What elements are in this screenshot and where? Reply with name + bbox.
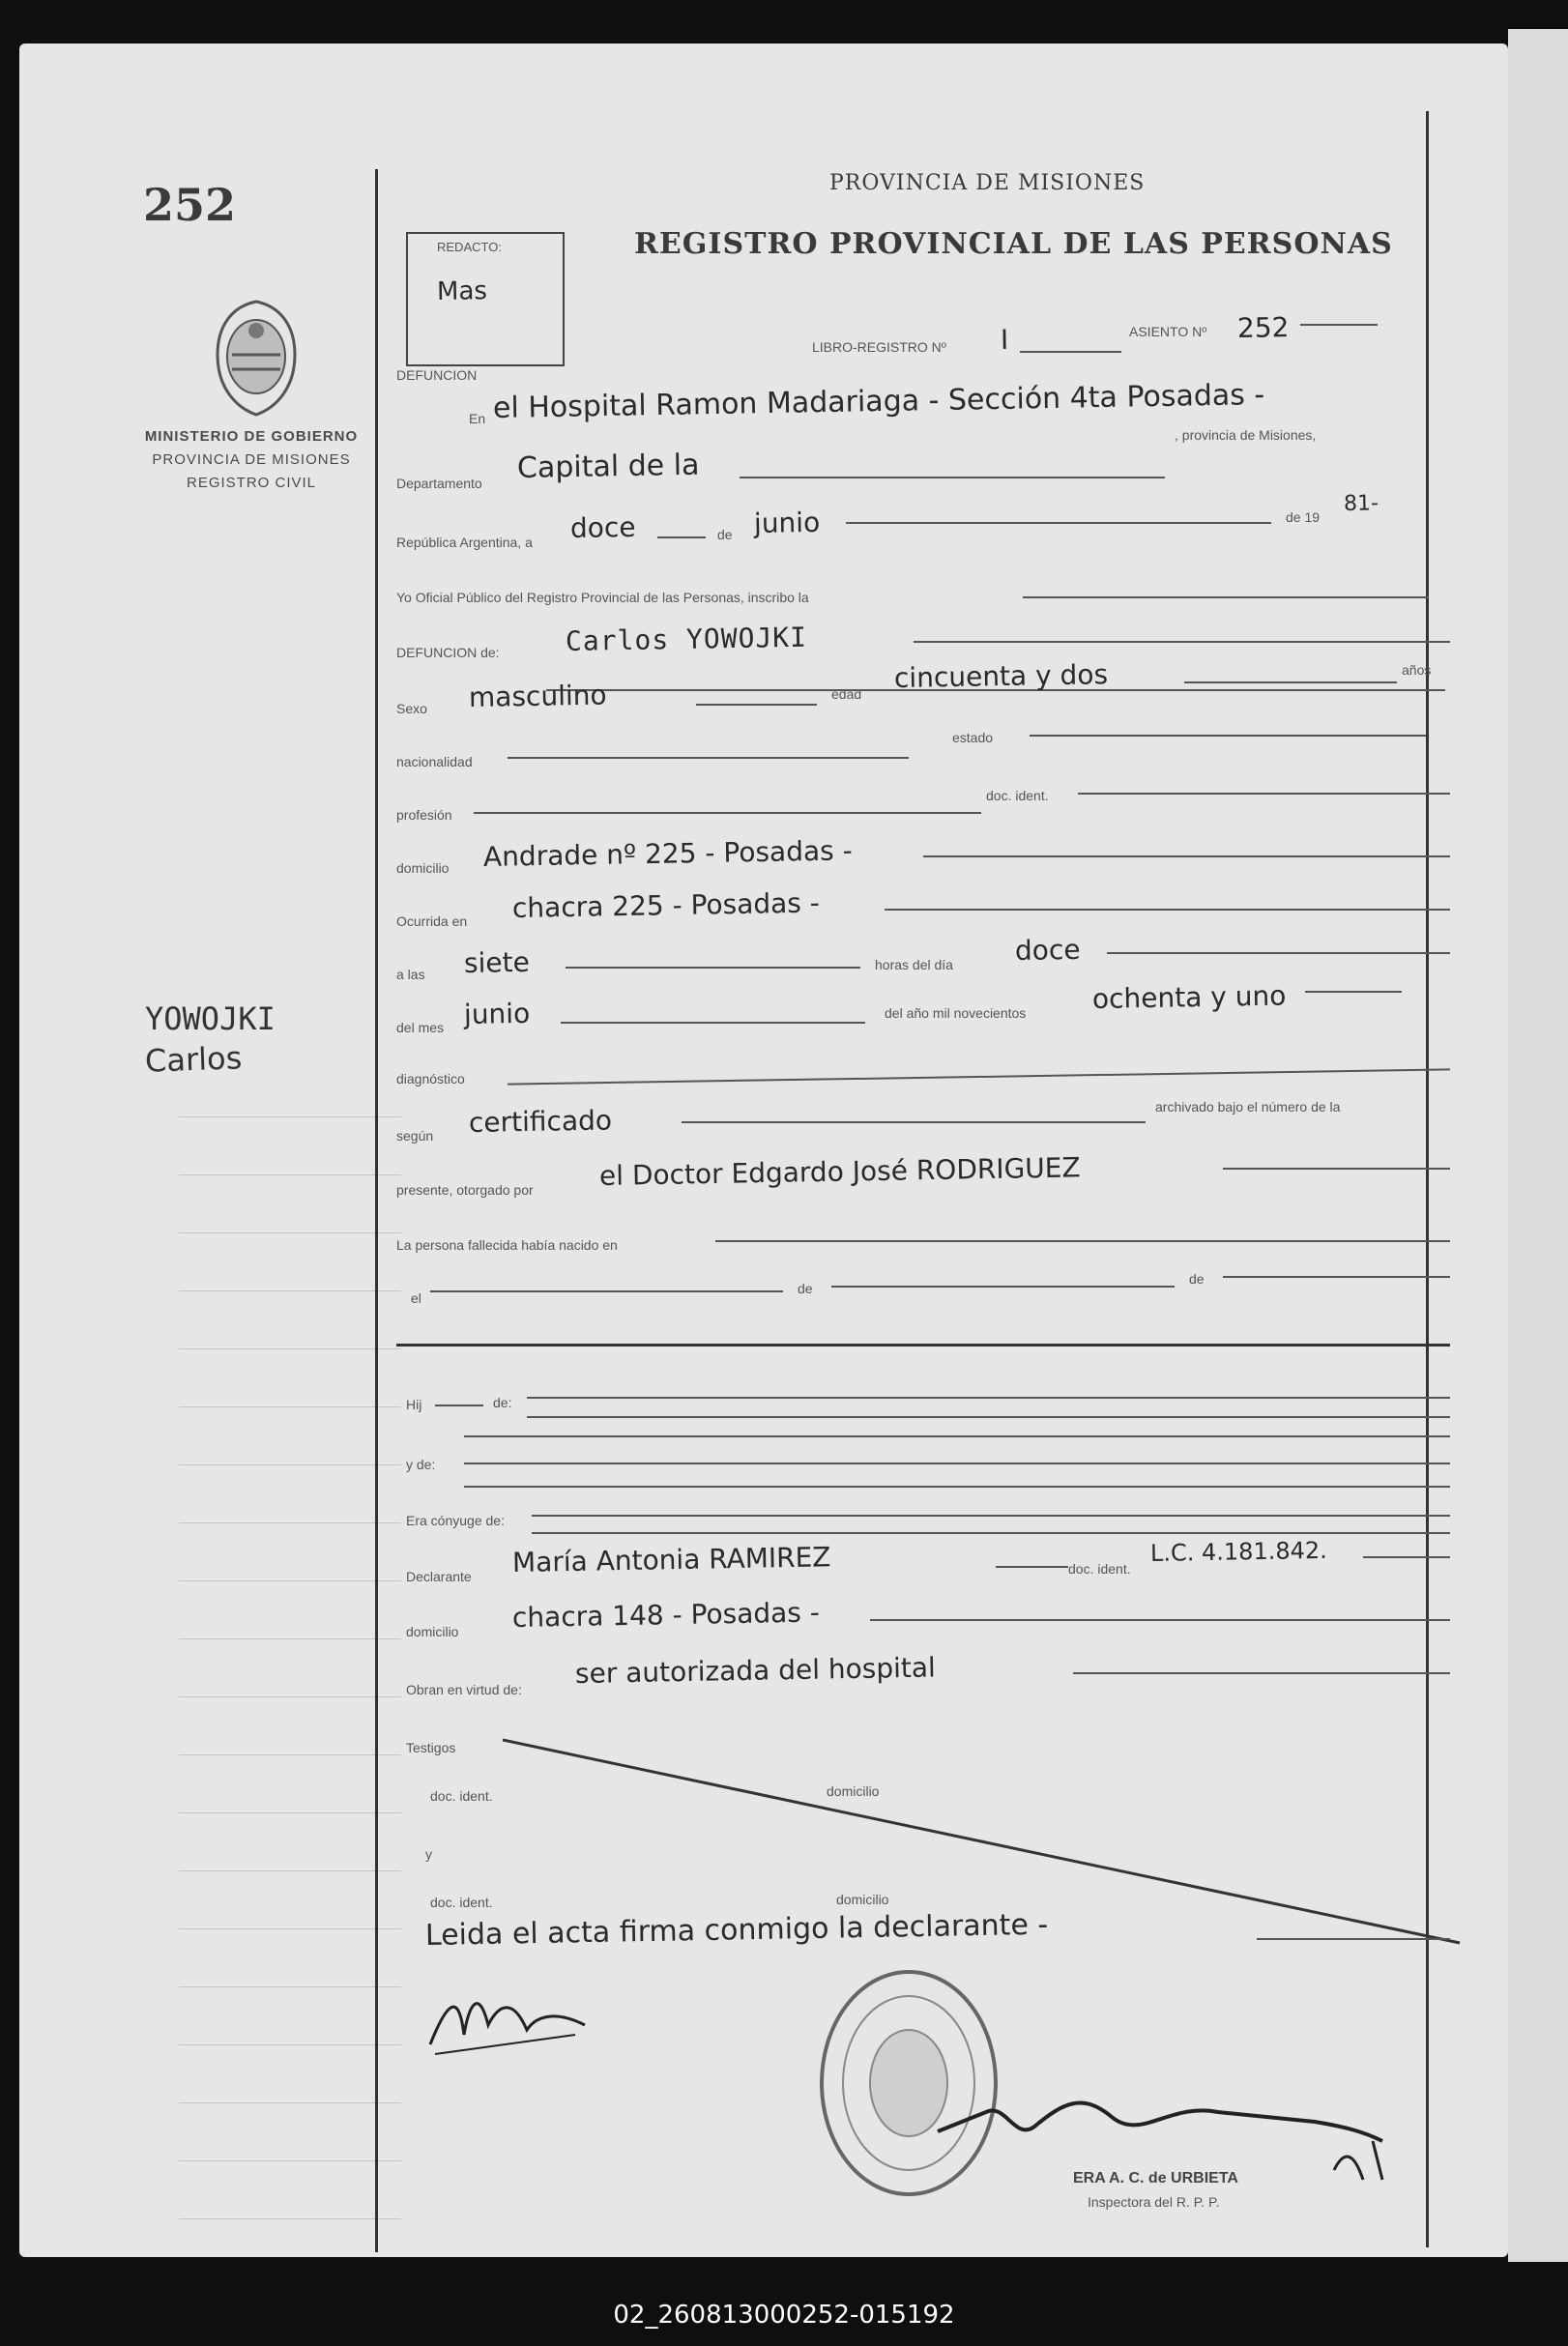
el-line [430, 1290, 783, 1292]
hijo-label: Hij [406, 1397, 422, 1412]
hijo-line-2 [527, 1416, 1450, 1418]
dia-value: doce [569, 510, 636, 544]
libro-line [1020, 351, 1121, 353]
domicilio-t1: domicilio [827, 1783, 880, 1799]
doc-ident-decl-line [1363, 1556, 1450, 1558]
margin-rule [179, 1116, 401, 1117]
segun-line [682, 1121, 1146, 1123]
anio-value: 81- [1343, 491, 1379, 516]
obran-value: ser autorizada del hospital [574, 1651, 937, 1690]
margin-rule [179, 2044, 401, 2045]
margin-surname: YOWOJKI [145, 1000, 276, 1037]
a-las-label: a las [396, 967, 425, 982]
asiento-label: ASIENTO Nº [1129, 324, 1207, 339]
hora-line [566, 967, 860, 969]
margin-rule [179, 1406, 401, 1407]
del-mes-label: del mes [396, 1020, 445, 1035]
declarante-value: María Antonia RAMIREZ [511, 1541, 831, 1578]
dia2-value: doce [1014, 933, 1081, 967]
hijo-de-label: de: [493, 1395, 512, 1410]
margin-rule [179, 2102, 401, 2103]
doc-ident-decl-label: doc. ident. [1068, 1561, 1131, 1577]
domicilio-line [923, 855, 1450, 857]
redacto-initials: Mas [436, 276, 488, 306]
presente-line [1223, 1168, 1450, 1170]
doc-ident-line [1078, 793, 1450, 795]
margin-rule [179, 1290, 401, 1291]
defuncion-de-value: Carlos YOWOJKI [565, 621, 808, 657]
edad-line [1184, 681, 1397, 683]
margin-rule [179, 1986, 401, 1987]
dia-line [657, 536, 706, 538]
archivado-label: archivado bajo el número de la [1155, 1099, 1341, 1115]
diagnostico-label: diagnóstico [396, 1071, 465, 1086]
horas-label: horas del día [875, 957, 953, 972]
domicilio2-line [870, 1619, 1450, 1621]
image-id-caption: 02_260813000252-015192 [613, 2301, 955, 2330]
hijo-line [527, 1397, 1450, 1399]
libro-label: LIBRO-REGISTRO Nº [812, 339, 946, 355]
oficial-line [1023, 596, 1429, 598]
mes2-value: junio [463, 997, 531, 1030]
redacto-label: REDACTO: [437, 240, 502, 254]
doc-ident-decl-value: L.C. 4.181.842. [1149, 1536, 1328, 1567]
coat-of-arms-icon [203, 297, 309, 418]
dia2-line [1107, 952, 1450, 954]
defuncion-de-label: DEFUNCION de: [396, 645, 500, 660]
nacido-label: La persona fallecida había nacido en [396, 1237, 618, 1253]
margin-rule [179, 1812, 401, 1813]
defuncion-line [914, 641, 1450, 643]
margin-rule [179, 1580, 401, 1581]
mes2-line [561, 1022, 865, 1024]
de-label-2: de 19 [1286, 509, 1321, 525]
y-de-line [464, 1463, 1450, 1464]
y-de-line-top [464, 1435, 1450, 1437]
de-line-4 [1223, 1276, 1450, 1278]
adjacent-page-edge [1508, 29, 1568, 2262]
anos-label: años [1402, 662, 1432, 678]
closing-statement: Leida el acta firma conmigo la declarante - [424, 1907, 1049, 1953]
margin-rule [179, 1174, 401, 1175]
conyuge-line [532, 1515, 1450, 1517]
departamento-line [740, 477, 1165, 478]
margin-rule [179, 1348, 401, 1349]
nacido-line [715, 1240, 1450, 1242]
republica-label: República Argentina, a [396, 535, 533, 550]
declarante-line [996, 1566, 1068, 1568]
nacionalidad-line [508, 757, 909, 759]
margin-rule [179, 1522, 401, 1523]
departamento-label: Departamento [396, 476, 482, 491]
margin-rule [179, 1754, 401, 1755]
nacionalidad-label: nacionalidad [396, 754, 473, 769]
asiento-line [1300, 324, 1378, 326]
document-page [19, 43, 1508, 2257]
testigos-label: Testigos [406, 1740, 456, 1755]
obran-label: Obran en virtud de: [406, 1682, 522, 1697]
estado-line [1030, 735, 1426, 737]
libro-value: I [1000, 323, 1009, 356]
ocurrida-label: Ocurrida en [396, 913, 468, 929]
margin-given-name: Carlos [144, 1039, 243, 1080]
de-label-3: de [798, 1281, 813, 1296]
record-type-label: DEFUNCION [396, 367, 478, 383]
conyuge-label: Era cónyuge de: [406, 1513, 505, 1528]
de-label-1: de [717, 527, 733, 542]
declarant-signature-icon [421, 1977, 595, 2064]
section-divider [396, 1344, 1450, 1347]
margin-rule [179, 1696, 401, 1697]
registry-title: REGISTRO PROVINCIAL DE LAS PERSONAS [634, 227, 1393, 261]
domicilio2-label: domicilio [406, 1624, 459, 1639]
ocurrida-line [885, 909, 1450, 911]
margin-rule [179, 2160, 401, 2161]
margin-rule [179, 2218, 401, 2219]
doc-ident-label: doc. ident. [986, 788, 1049, 803]
left-margin [19, 43, 367, 2257]
anio2-line [1305, 991, 1402, 993]
presente-value: el Doctor Edgardo José RODRIGUEZ [598, 1151, 1081, 1192]
domicilio-label: domicilio [396, 860, 450, 876]
provincia-label: , provincia de Misiones, [1175, 427, 1317, 443]
page-number: 252 [143, 179, 237, 231]
province-title: PROVINCIA DE MISIONES [829, 171, 1146, 195]
margin-rule [179, 1638, 401, 1639]
official-title: Inspectora del R. P. P. [1088, 2194, 1220, 2210]
presente-label: presente, otorgado por [396, 1182, 534, 1198]
ministry-line-2: PROVINCIA DE MISIONES [152, 451, 351, 468]
de-line-3 [831, 1286, 1175, 1288]
en-value: el Hospital Ramon Madariaga - Sección 4ta Posadas - [492, 378, 1265, 425]
estado-label: estado [952, 730, 994, 745]
sexo-value: masculino [468, 679, 607, 713]
y-de-line-2 [464, 1486, 1450, 1488]
profesion-label: profesión [396, 807, 452, 823]
ministry-block [116, 425, 387, 495]
anio-label: del año mil novecientos [885, 1005, 1027, 1021]
doc-ident-t2: doc. ident. [430, 1895, 493, 1910]
edad-label: edad [831, 686, 862, 702]
form-left-border [375, 169, 378, 2252]
ministry-line-3: REGISTRO CIVIL [186, 475, 317, 491]
domicilio-t2: domicilio [836, 1892, 889, 1907]
closing-line [1257, 1938, 1450, 1940]
declarante-label: Declarante [406, 1569, 472, 1584]
en-label: En [469, 411, 486, 426]
segun-label: según [396, 1128, 434, 1144]
conyuge-line-2 [532, 1532, 1450, 1534]
obran-line [1073, 1672, 1450, 1674]
doc-ident-t1: doc. ident. [430, 1788, 493, 1804]
domicilio2-value: chacra 148 - Posadas - [511, 1596, 821, 1634]
margin-rule [179, 1232, 401, 1233]
anio2-value: ochenta y uno [1091, 979, 1287, 1015]
edad-value: cincuenta y dos [893, 658, 1109, 694]
sexo-label: Sexo [396, 701, 427, 716]
sexo-line [696, 704, 817, 706]
diagnostico-line [508, 1068, 1450, 1085]
mes-value: junio [753, 506, 821, 539]
ocurrida-value: chacra 225 - Posadas - [511, 886, 821, 924]
margin-rule [179, 1870, 401, 1871]
oficial-text: Yo Oficial Público del Registro Provincial de las Personas, inscribo la [396, 590, 809, 605]
hora-value: siete [463, 945, 531, 979]
y-de-label: y de: [406, 1457, 436, 1472]
y-label: y [425, 1846, 432, 1862]
redacto-box [406, 232, 565, 366]
official-name: ERA A. C. de URBIETA [1073, 2170, 1238, 2187]
departamento-value: Capital de la [516, 448, 700, 485]
profesion-line [474, 812, 981, 814]
domicilio-value: Andrade nº 225 - Posadas - [482, 834, 853, 873]
mes-line [846, 522, 1271, 524]
margin-rule [179, 1928, 401, 1929]
ministry-line-1: MINISTERIO DE GOBIERNO [144, 428, 359, 445]
asiento-value: 252 [1236, 311, 1290, 344]
segun-value: certificado [468, 1104, 613, 1139]
el-label: el [411, 1290, 421, 1306]
margin-rule [179, 1464, 401, 1465]
hijo-line-short [435, 1405, 483, 1406]
de-label-4: de [1189, 1271, 1205, 1287]
